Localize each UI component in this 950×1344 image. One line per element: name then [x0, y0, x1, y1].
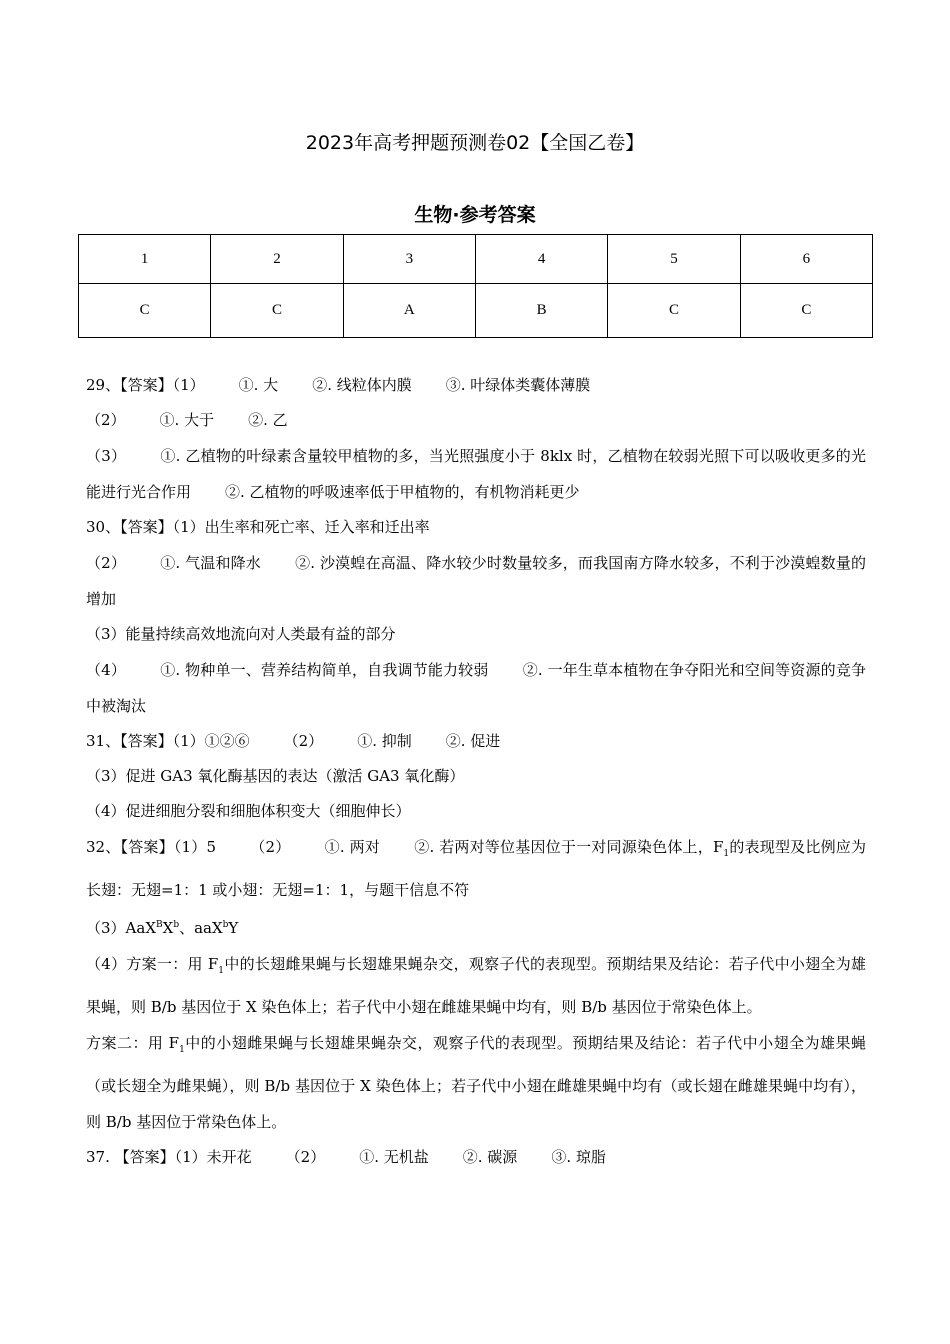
q32-p2-b: ②. 若两对等位基因位于一对同源染色体上，F [414, 838, 724, 856]
q31-part-3: （3）促进 GA3 氧化酶基因的表达（激活 GA3 氧化酶） [86, 767, 465, 785]
q30-p4-a: ①. 物种单一、营养结构简单，自我调节能力较弱 [160, 661, 489, 679]
page-title: 2023年高考押题预测卷02【全国乙卷】 [305, 132, 645, 154]
superscript: B [156, 920, 163, 930]
q29-p1-c: ③. 叶绿体类囊体薄膜 [445, 376, 591, 394]
q31-line-1 [86, 724, 866, 759]
q31-p2-b: ②. 促进 [445, 732, 501, 750]
table-cell: B [475, 284, 607, 338]
q31-p2-a: ①. 抑制 [357, 732, 412, 750]
answer-table [78, 234, 873, 338]
q32-head: 32、【答案】（1）5 [86, 838, 217, 856]
q29-p3-b: ②. 乙植物的呼吸速率低于甲植物的，有机物消耗更少 [225, 483, 580, 501]
q29-head: 29、【答案】（1） [86, 376, 205, 394]
q30-part-2 [86, 545, 866, 617]
superscript: b [173, 920, 180, 930]
table-cell: 5 [608, 235, 740, 284]
q32-p3-text: （3）AaX [86, 919, 156, 937]
q29-line-1 [86, 368, 866, 403]
table-cell: C [740, 284, 872, 338]
q30-line-1: 30、【答案】（1）出生率和死亡率、迁入率和迁出率 [86, 518, 430, 536]
q29-p2-b: ②. 乙 [248, 411, 288, 429]
q32-part-4 [86, 946, 866, 1025]
table-header-row [79, 235, 873, 284]
q29-p2-a: ①. 大于 [159, 411, 215, 429]
q29-p3-a: ①. 乙植物的叶绿素含量较甲植物的多，当光照强度小于 8klx 时，乙植物在较弱光照下可以吸收更多的光能进行光合作用 [86, 447, 866, 501]
table-cell: 6 [740, 235, 872, 284]
q32-part-5 [86, 1025, 866, 1140]
q30-p4-b: ②. 一年生草本植物在争夺阳光和空间等资源的竞争中被淘汰 [86, 661, 866, 715]
table-answer-row [79, 284, 873, 338]
q29-p1-b: ②. 线粒体内膜 [312, 376, 412, 394]
q30-part-4 [86, 652, 866, 724]
q32-p3-text: X [162, 919, 174, 937]
q29-p1-a: ①. 大 [238, 376, 279, 394]
q29-p2-label: （2） [86, 411, 126, 429]
table-cell: A [343, 284, 475, 338]
q32-part-1-2 [86, 829, 866, 908]
q32-p3-text: Y [228, 919, 239, 937]
subscript: 1 [179, 1045, 185, 1055]
table-cell: 1 [79, 235, 211, 284]
q37-head: 37. 【答案】（1）未开花 [86, 1148, 252, 1166]
table-cell: 4 [475, 235, 607, 284]
q37-p2-c: ③. 琼脂 [551, 1148, 606, 1166]
q30-p2-a: ①. 气温和降水 [160, 554, 261, 572]
table-cell: 2 [211, 235, 343, 284]
answer-content [86, 368, 866, 1175]
table-cell: C [608, 284, 740, 338]
q37-p2-label: （2） [285, 1148, 326, 1166]
page-subtitle: 生物·参考答案 [414, 204, 536, 226]
q30-p2-label: （2） [86, 554, 127, 572]
q30-p2-b: ②. 沙漠蝗在高温、降水较少时数量较多，而我国南方降水较多，不利于沙漠蝗数量的增加 [86, 554, 866, 608]
q32-p4-text: （4）方案一：用 F [86, 955, 219, 973]
q32-p3-text: 、aaX [179, 919, 223, 937]
q32-p4-text: 中的长翅雌果蝇与长翅雄果蝇杂交，观察子代的表现型。预期结果及结论：若子代中小翅全为雄果蝇，则 B/b 基因位于 X 染色体上；若子代中小翅在雌雄果蝇中均有，则 B/b 基因位于常染色体上。 [86, 955, 866, 1016]
q32-p5-text: 方案二：用 F [86, 1034, 180, 1052]
q31-p2-label: （2） [283, 732, 324, 750]
table-cell: C [211, 284, 343, 338]
q32-p5-text: 中的小翅雌果蝇与长翅雄果蝇杂交，观察子代的表现型。预期结果及结论：若子代中小翅全为雄果蝇（或长翅全为雌果蝇），则 B/b 基因位于 X 染色体上；若子代中小翅在雌雄果蝇中均有（或长翅在雌雄果蝇中均有），则 B/b 基因位于常染色体上。 [86, 1034, 866, 1131]
q30-part-3: （3）能量持续高效地流向对人类最有益的部分 [86, 625, 396, 643]
q30-p4-label: （4） [86, 661, 127, 679]
subscript: 1 [723, 849, 730, 859]
table-cell: C [79, 284, 211, 338]
q29-line-2 [86, 403, 866, 438]
q32-p2-a: ①. 两对 [324, 838, 381, 856]
superscript: b [222, 920, 229, 930]
q32-part-3 [86, 908, 866, 946]
table-cell: 3 [343, 235, 475, 284]
q32-p2-label: （2） [250, 838, 291, 856]
q31-part-4: （4）促进细胞分裂和细胞体积变大（细胞伸长） [86, 802, 411, 820]
q37-p2-a: ①. 无机盐 [359, 1148, 429, 1166]
q29-part-3 [86, 438, 866, 510]
q37-p2-b: ②. 碳源 [462, 1148, 518, 1166]
q32-p2-b-rest: 的表现型及比例应为长翅：无翅=1：1 或小翅：无翅=1：1，与题干信息不符 [86, 838, 866, 899]
q31-head: 31、【答案】（1）①②⑥ [86, 732, 250, 750]
q37-line-1 [86, 1140, 866, 1175]
subscript: 1 [218, 966, 225, 976]
q29-p3-label: （3） [86, 447, 127, 465]
